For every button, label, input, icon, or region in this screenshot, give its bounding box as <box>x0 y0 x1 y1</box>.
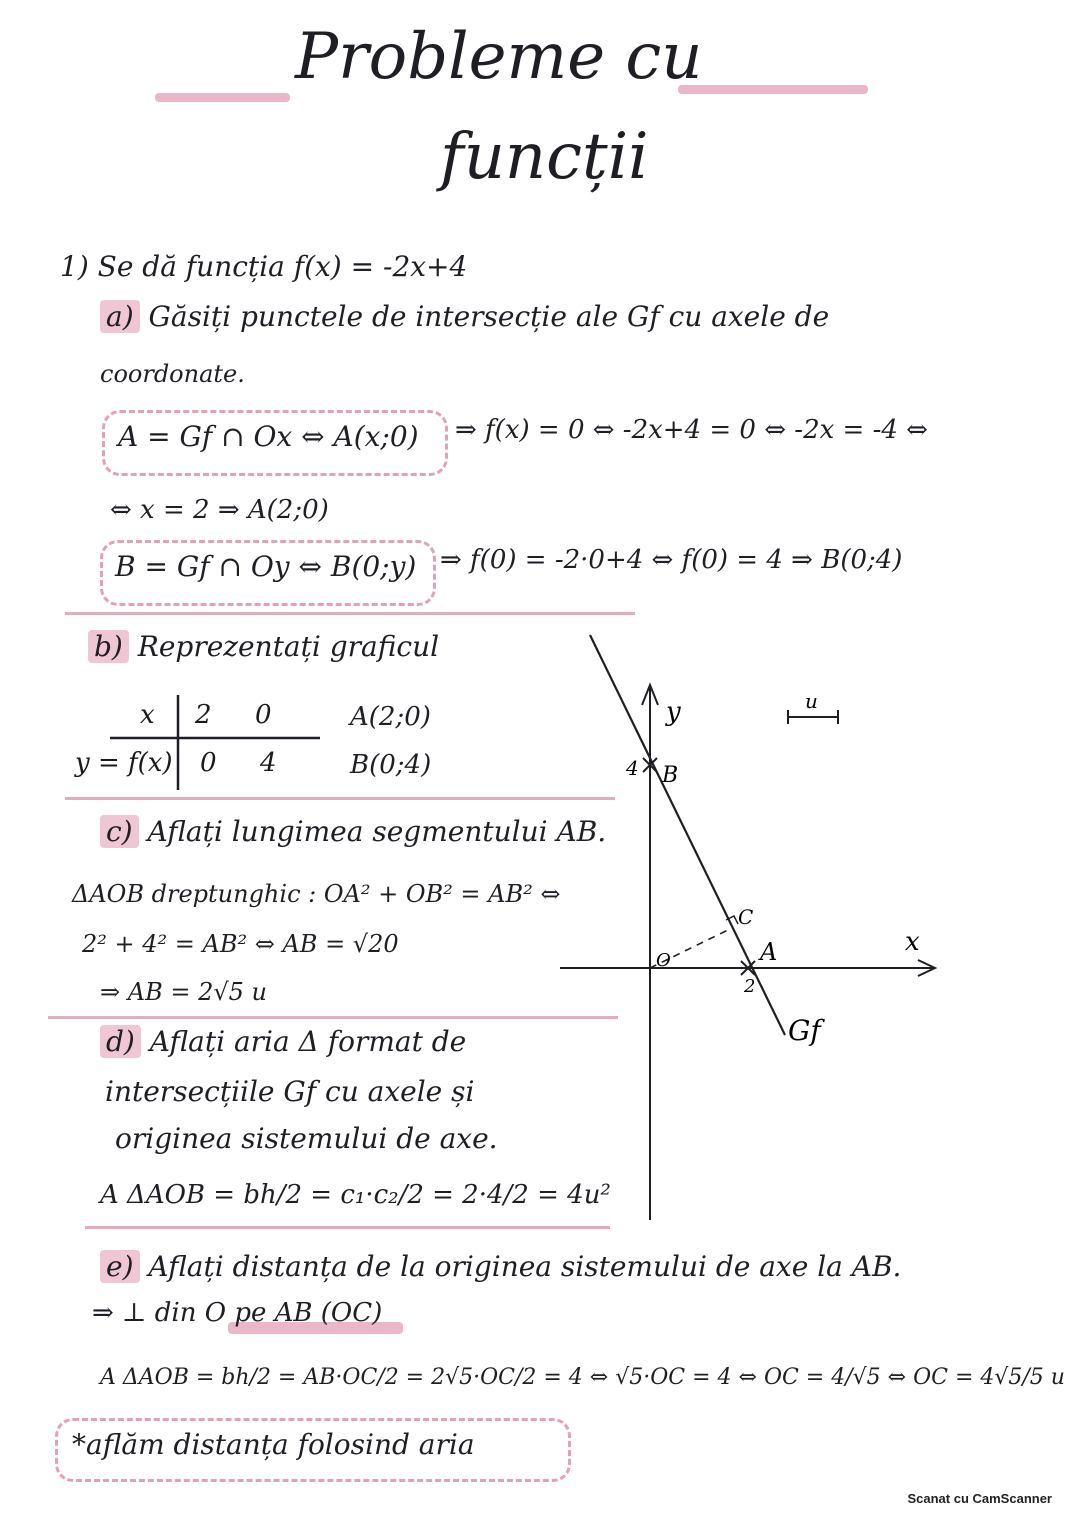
point-B-label: B(0;4) <box>350 750 432 780</box>
part-e-note: *aflăm distanța folosind aria <box>72 1428 475 1461</box>
graph-line-Gf <box>590 635 785 1035</box>
problem-statement: 1) Se dă funcția f(x) = -2x+4 <box>60 250 468 283</box>
separator-c <box>48 1016 618 1019</box>
graph-label-C: C <box>738 905 754 929</box>
part-d-question-3: originea sistemului de axe. <box>115 1122 498 1155</box>
part-d-question: Aflați aria Δ format de <box>149 1025 467 1058</box>
table-y-val1: 0 <box>200 748 217 778</box>
table-x-label: x <box>140 700 155 730</box>
part-b-label: b) <box>88 630 129 663</box>
table-y-val2: 4 <box>260 748 277 778</box>
part-a-label: a) <box>100 300 140 333</box>
part-d-text <box>100 1025 466 1058</box>
value-table-lines <box>70 690 390 800</box>
graph-label-B: B <box>662 763 679 788</box>
A-calculation: ⇒ f(x) = 0 ⇔ -2x+4 = 0 ⇔ -2x = -4 ⇔ <box>455 415 928 445</box>
part-a-question-cont: coordonate. <box>100 360 245 388</box>
part-c-text <box>100 815 606 848</box>
function-graph <box>560 620 1000 1260</box>
table-y-label: y = f(x) <box>75 748 173 778</box>
page-title-line2: funcții <box>440 120 649 194</box>
A-definition: A = Gf ∩ Ox ⇔ A(x;0) <box>118 420 419 453</box>
part-c-line2: 2² + 4² = AB² ⇔ AB = √20 <box>82 930 399 958</box>
part-c-label: c) <box>100 815 139 848</box>
part-c-line1: ΔAOB dreptunghic : OA² + OB² = AB² ⇔ <box>72 880 561 908</box>
graph-label-A: A <box>760 938 778 966</box>
part-b-text <box>88 630 439 663</box>
separator-b <box>65 797 615 800</box>
page-title: Probleme cu <box>295 20 703 94</box>
y-axis-label: y <box>666 697 681 727</box>
part-d-question-2: intersecțiile Gf cu axele și <box>105 1075 475 1108</box>
part-e-line1: ⇒ ⊥ din O pe AB (OC) <box>92 1298 383 1328</box>
part-b-question: Reprezentați graficul <box>137 630 440 663</box>
separator-d <box>85 1226 610 1229</box>
graph-label-O: O <box>656 950 671 971</box>
table-x-val2: 0 <box>255 700 272 730</box>
part-a-question: Găsiți punctele de intersecție ale Gf cu axele de <box>148 300 830 333</box>
part-e-question: Aflați distanța de la originea sistemului de axe la AB. <box>148 1250 902 1283</box>
title-underline-left <box>155 93 290 102</box>
part-c-line3: ⇒ AB = 2√5 u <box>100 978 267 1006</box>
separator-a <box>65 612 635 615</box>
footer-scanner-label: Scanat cu CamScanner <box>907 1491 1052 1506</box>
part-a-text <box>100 300 829 333</box>
unit-label: u <box>805 689 818 713</box>
table-x-val1: 2 <box>195 700 212 730</box>
B-definition: B = Gf ∩ Oy ⇔ B(0;y) <box>115 550 417 583</box>
x-axis-label: x <box>905 927 920 957</box>
part-d-formula: A ΔAOB = bh/2 = c₁·c₂/2 = 2·4/2 = 4u² <box>100 1180 611 1210</box>
part-c-question: Aflați lungimea segmentului AB. <box>147 815 607 848</box>
graph-label-Gf: Gf <box>788 1014 821 1047</box>
part-e-formula: A ΔAOB = bh/2 = AB·OC/2 = 2√5·OC/2 = 4 ⇔ √5·OC = 4 ⇔ OC = 4/√5 ⇔ OC = 4√5/5 u <box>100 1365 1065 1390</box>
A-result: ⇔ x = 2 ⇒ A(2;0) <box>110 495 329 525</box>
title-underline-right <box>678 85 868 94</box>
part-d-label: d) <box>100 1025 141 1058</box>
point-A-label: A(2;0) <box>350 702 431 732</box>
part-e-label: e) <box>100 1250 140 1283</box>
B-calculation: ⇒ f(0) = -2·0+4 ⇔ f(0) = 4 ⇒ B(0;4) <box>440 545 903 575</box>
graph-label-2: 2 <box>744 976 756 997</box>
graph-label-4: 4 <box>626 756 639 780</box>
